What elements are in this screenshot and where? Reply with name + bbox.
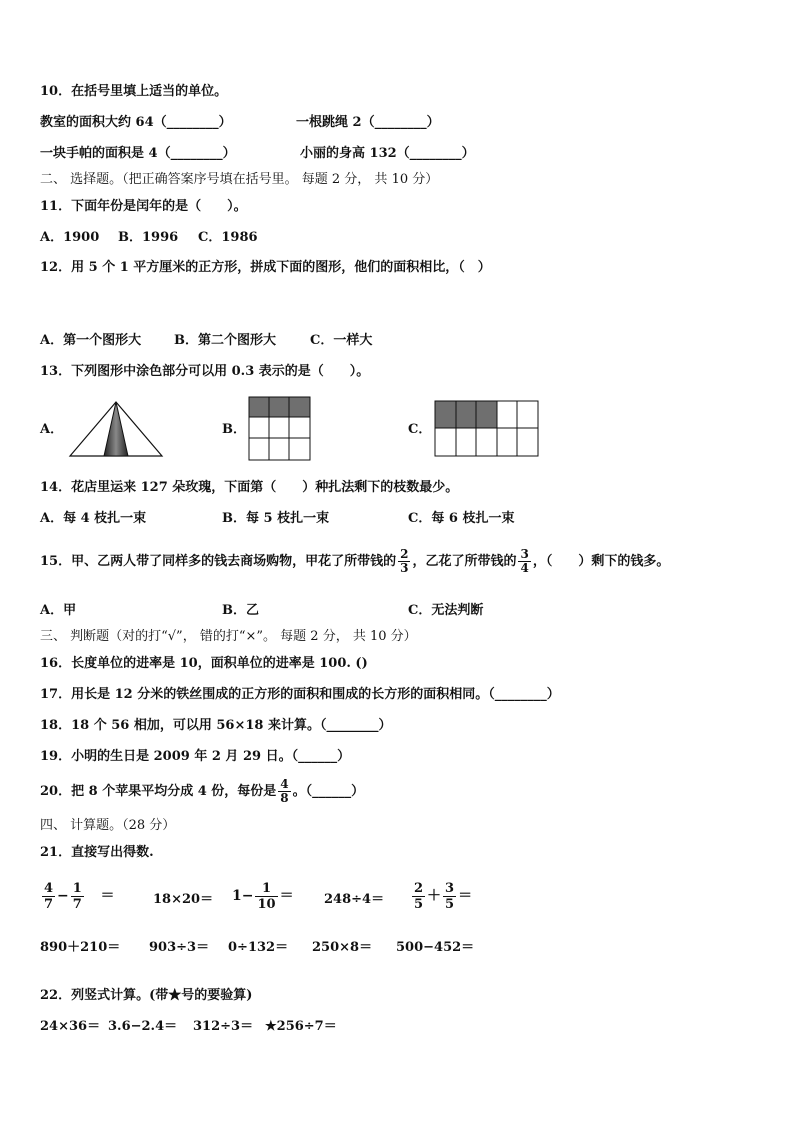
q22-expr-3: 312÷3＝: [193, 1019, 254, 1034]
q14-stem: 14．花店里运来 127 朵玫瑰，下面第（ ）种扎法剩下的枝数最少。: [40, 480, 459, 495]
q10-item-b: 一根跳绳 2（________）: [296, 115, 440, 130]
q12-option-a: A．第一个图形大: [40, 333, 142, 348]
q22-stem: 22．列竖式计算。(带★号的要验算): [40, 988, 253, 1003]
q20: 20．把 8 个苹果平均分成 4 份，每份是 $\frac{4}{8}$ 。（______）: [40, 777, 365, 805]
q22-expr-1: 24×36＝: [40, 1019, 101, 1034]
q20-fraction-4-8: $\frac{4}{8}$: [280, 777, 289, 805]
q18: 18．18 个 56 相加，可以用 56×18 来计算。（________）: [40, 718, 392, 733]
q17: 17．用长是 12 分米的铁丝围成的正方形的面积和围成的长方形的面积相同。（________）: [40, 687, 560, 702]
q15-option-c: C．无法判断: [408, 603, 484, 618]
q13-triangle-figure: [68, 400, 164, 458]
q21-expr-10: 500−452＝: [396, 940, 475, 955]
q10-item-c: 一块手帕的面积是 4（________）: [40, 146, 236, 161]
q10-stem: 10．在括号里填上适当的单位。: [40, 84, 228, 99]
q21-expr-3: 1− $\frac{1}{10}$ ＝: [232, 880, 294, 912]
q12-stem: 12．用 5 个 1 平方厘米的正方形，拼成下面的图形，他们的面积相比，（ ）: [40, 260, 491, 275]
q10-item-d: 小丽的身高 132（________）: [300, 146, 475, 161]
q21-expr-6: 890＋210＝: [40, 940, 121, 955]
section3-title: 三、 判断题（对的打“√”， 错的打“×”。 每题 2 分， 共 10 分）: [40, 629, 417, 644]
q11-option-b: B．1996: [118, 230, 179, 245]
q13-grid-3x3-figure: [248, 396, 312, 462]
q13-grid-5x2-figure: [434, 400, 540, 458]
q16: 16．长度单位的进率是 10，面积单位的进率是 100. (): [40, 656, 368, 671]
q12-option-c: C．一样大: [310, 333, 373, 348]
q15-option-a: A．甲: [40, 603, 77, 618]
q15-stem: [40, 546, 669, 578]
q15-text-3: ，（ ）剩下的钱多。: [532, 554, 670, 569]
q19: 19．小明的生日是 2009 年 2 月 29 日。（______）: [40, 749, 351, 764]
q13-stem: 13．下列图形中涂色部分可以用 0.3 表示的是（ ）。: [40, 364, 370, 379]
q21-expr-4: 248÷4＝: [324, 892, 385, 907]
q13-option-b: B．: [222, 422, 246, 437]
q11-stem: 11．下面年份是闰年的是（ ）。: [40, 199, 247, 214]
q15-text-1: 15．甲、乙两人带了同样多的钱去商场购物，甲花了所带钱的: [40, 554, 397, 569]
q14-option-c: C．每 6 枝扎一束: [408, 511, 515, 526]
q12-option-b: B．第二个图形大: [174, 333, 276, 348]
q14-option-a: A．每 4 枝扎一束: [40, 511, 147, 526]
q21-expr-1: $\frac{4}{7}$ − $\frac{1}{7}$ ＝: [44, 880, 115, 912]
q21-stem: 21．直接写出得数.: [40, 845, 154, 860]
q13-option-a: A．: [40, 422, 64, 437]
q21-expr-8: 0÷132＝: [228, 940, 289, 955]
q21-expr-5: $\frac{2}{5}$ ＋ $\frac{3}{5}$ ＝: [414, 880, 473, 912]
q21-expr-2: 18×20＝: [153, 892, 214, 907]
q15-fraction-2-3: $\frac{2}{3}$: [400, 547, 409, 575]
q11-option-c: C．1986: [198, 230, 258, 245]
q14-option-b: B．每 5 枝扎一束: [222, 511, 330, 526]
section2-title: 二、 选择题。（把正确答案序号填在括号里。 每题 2 分， 共 10 分）: [40, 172, 439, 187]
q11-option-a: A．1900: [40, 230, 100, 245]
q21-expr-7: 903÷3＝: [149, 940, 210, 955]
q22-expr-4: ★256÷7＝: [265, 1019, 337, 1034]
q15-text-2: ，乙花了所带钱的: [412, 554, 517, 569]
section4-title: 四、 计算题。（28 分）: [40, 818, 176, 833]
q10-item-a: 教室的面积大约 64（________）: [40, 115, 232, 130]
q15-fraction-3-4: $\frac{3}{4}$: [520, 547, 529, 575]
q15-option-b: B．乙: [222, 603, 259, 618]
q13-option-c: C．: [408, 422, 432, 437]
q21-expr-9: 250×8＝: [312, 940, 373, 955]
q22-expr-2: 3.6−2.4＝: [108, 1019, 178, 1034]
